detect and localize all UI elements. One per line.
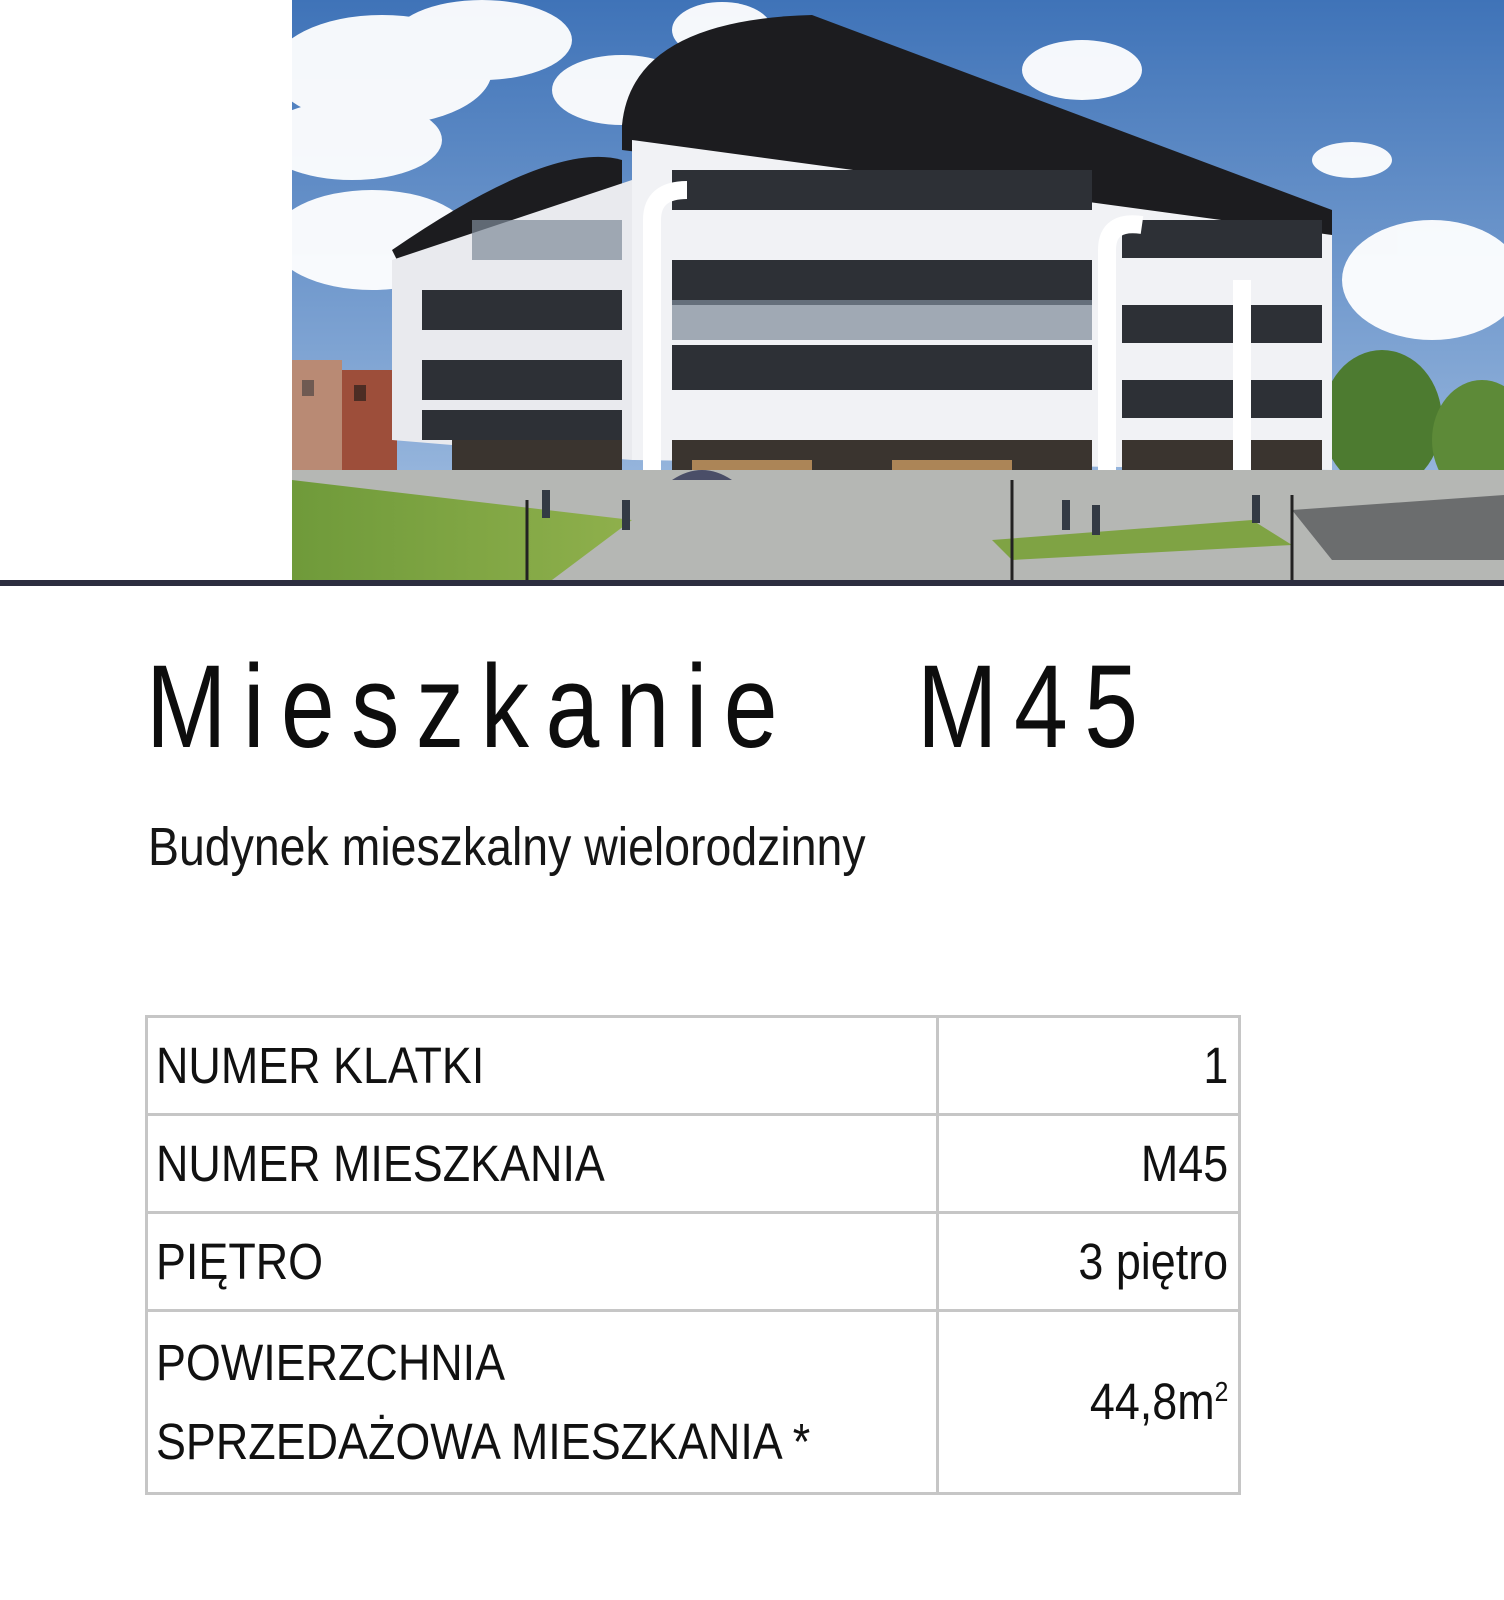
spec-value: 1: [937, 1017, 1239, 1115]
page-subtitle: Budynek mieszkalny wielorodzinny: [148, 817, 866, 877]
spec-value: $44,8m^2$: [937, 1311, 1239, 1494]
spec-label: NUMER MIESZKANIA: [147, 1115, 938, 1213]
building-render-image: [292, 0, 1504, 580]
spec-value: 3 piętro: [937, 1213, 1239, 1311]
spec-label: NUMER KLATKI: [147, 1017, 938, 1115]
spec-value: M45: [937, 1115, 1239, 1213]
table-row: [147, 1115, 1240, 1213]
header-divider: [0, 580, 1504, 586]
table-row: [147, 1213, 1240, 1311]
apartment-specs-table: [145, 1015, 1241, 1495]
page-title: [146, 641, 1155, 773]
table-row: [147, 1311, 1240, 1494]
title-word: Mieszkanie: [146, 641, 794, 773]
title-code: M45: [916, 641, 1155, 773]
spec-label: PIĘTRO: [147, 1213, 938, 1311]
table-row: [147, 1017, 1240, 1115]
spec-label: POWIERZCHNIA SPRZEDAŻOWA MIESZKANIA *: [147, 1311, 938, 1494]
